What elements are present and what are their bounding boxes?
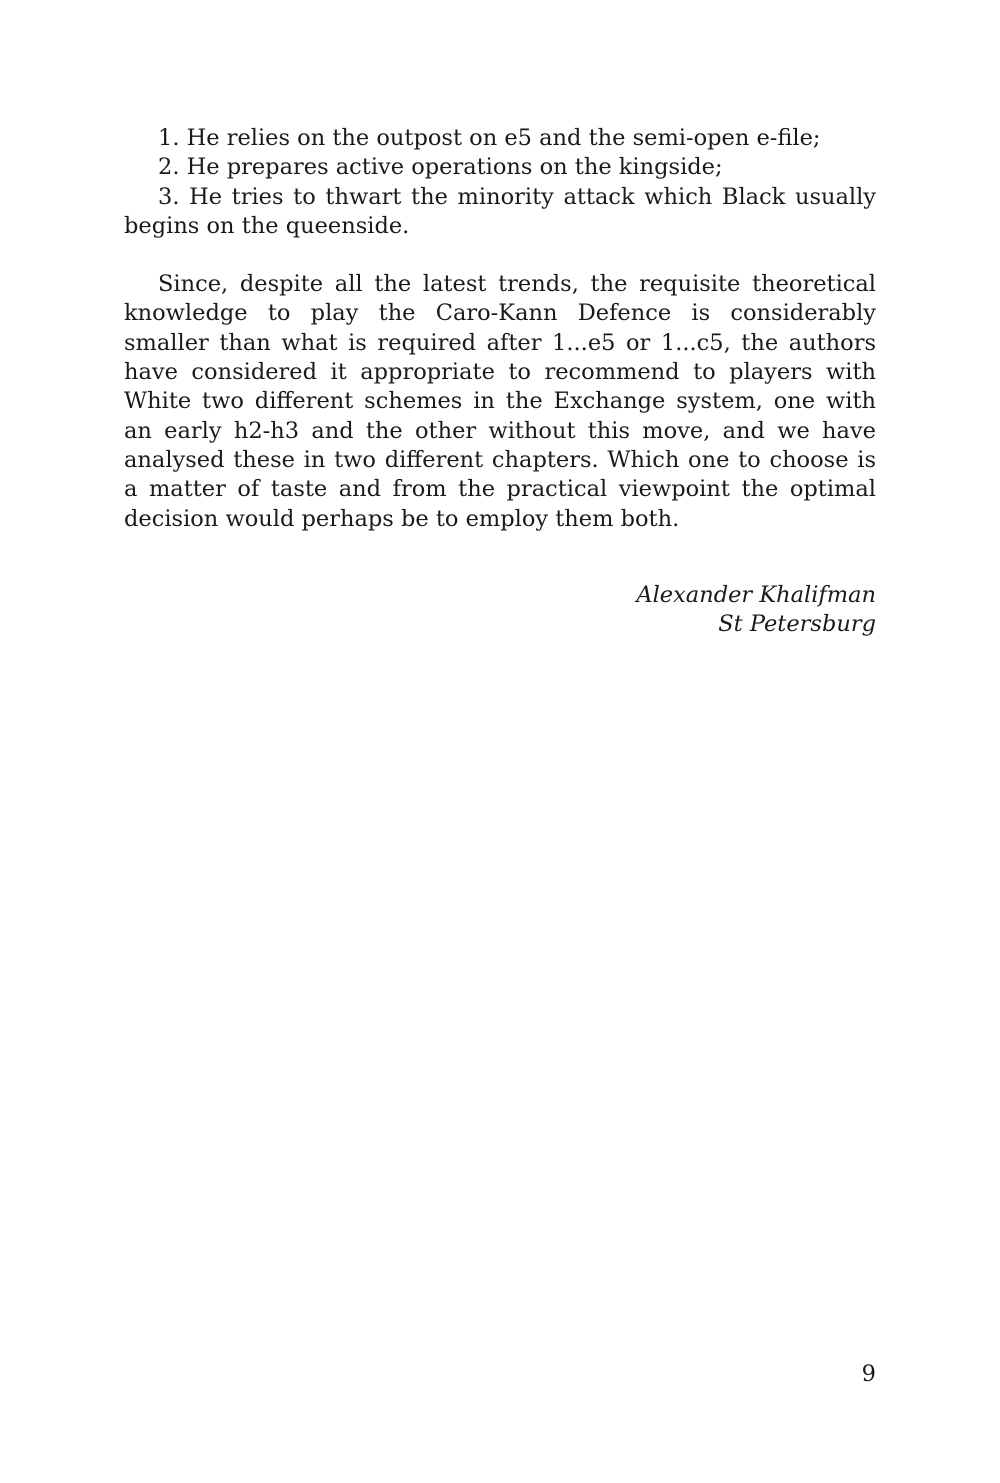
page-body (124, 124, 876, 639)
list-item-2: 2. He prepares active operations on the kingside; (158, 154, 723, 181)
signature-block (124, 581, 876, 640)
author-name: Alexander Khalifman (636, 581, 876, 608)
author-place: St Petersburg (718, 611, 876, 638)
list-item-3: 3. He tries to thwart the minority attack which Black usually begins on the queenside. (124, 183, 876, 239)
page-number: 9 (861, 1361, 876, 1387)
body-paragraph: Since, despite all the latest trends, the requisite theoretical knowledge to play the Caro-Kann Defence is considerably smaller than what is required after 1...e5 or 1...c5, the authors have considered it appropriate to recommend to players with White two different schemes in the Exchange system, one with an early h2-h3 and the other without this move, and we have analysed these in two different chapters. Which one to choose is a matter of taste and from the practical viewpoint the optimal decision would perhaps be to employ them both. (124, 271, 876, 532)
list-item-1: 1. He relies on the outpost on e5 and the semi-open e-file; (158, 125, 821, 151)
